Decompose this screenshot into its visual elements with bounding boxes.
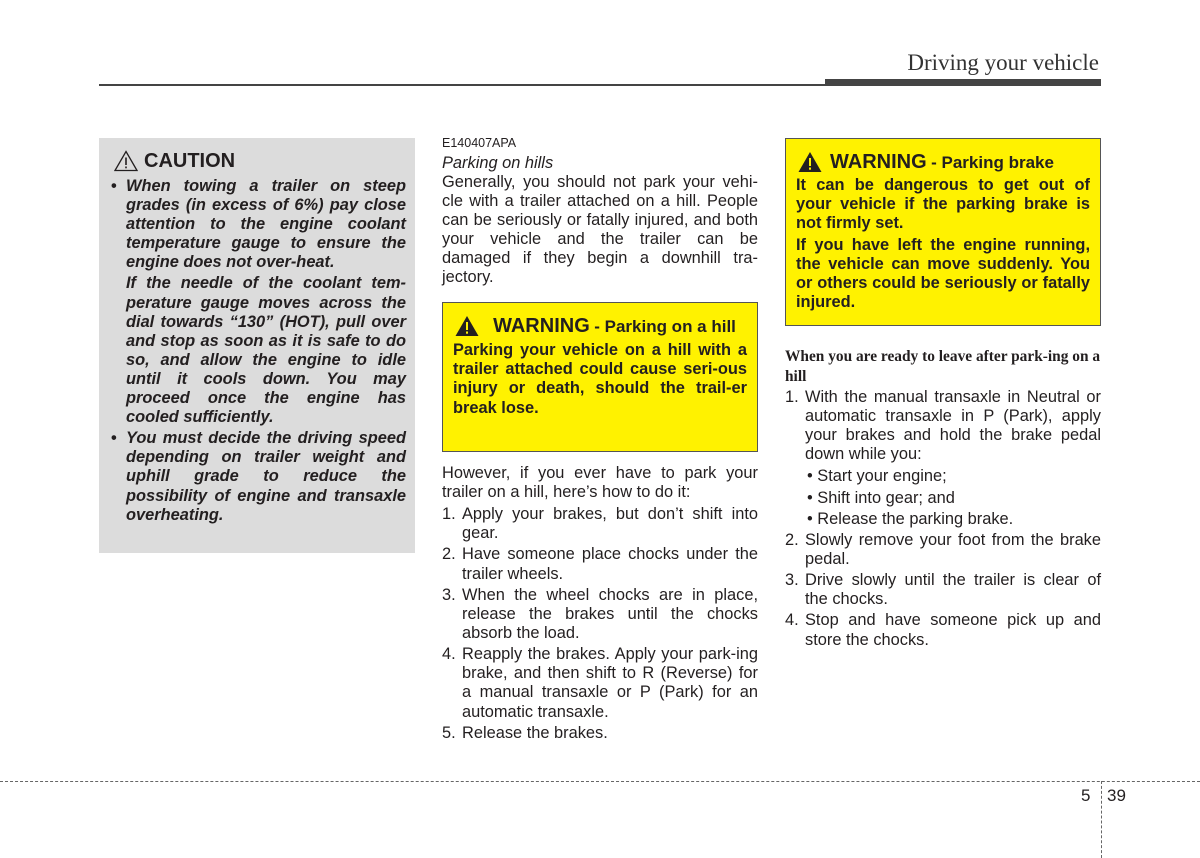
step-text: Have someone place chocks under the trailer wheels. bbox=[462, 545, 758, 583]
bullet: • bbox=[111, 177, 117, 195]
step-text: Slowly remove your foot from the brake pedal. bbox=[805, 531, 1101, 569]
warning-heading bbox=[796, 151, 1090, 174]
step-item bbox=[442, 586, 758, 644]
step-item bbox=[442, 545, 758, 583]
section-code: E140407APA bbox=[442, 136, 517, 150]
step-item bbox=[785, 388, 1101, 529]
sub-bullet: • Release the parking brake. bbox=[807, 509, 1014, 528]
middle-lower bbox=[442, 464, 758, 745]
footer-rule bbox=[0, 781, 1200, 782]
caution-paragraph: You must decide the driving speed depending on trailer weight and uphill grade to reduce the possibility of engine and transaxle overheating. bbox=[126, 429, 406, 524]
step-text: With the manual transaxle in Neutral or automatic transaxle in P (Park), apply your brakes and hold the brake pedal down while you: bbox=[805, 387, 1101, 464]
warning-heading bbox=[453, 315, 747, 338]
sub-bullet: • Start your engine; bbox=[807, 467, 947, 486]
header-rule bbox=[99, 84, 1101, 86]
caution-triangle-icon bbox=[114, 150, 138, 172]
step-number: 3. bbox=[442, 585, 456, 604]
caution-item bbox=[109, 429, 406, 524]
step-number: 3. bbox=[785, 571, 799, 590]
caution-paragraph: If the needle of the coolant tem-perature gauge moves across the dial towards “130” (HOT), pull over and stop as soon as it is safe to do so, and allow the engine to idle until it cools down. You may proceed once the engine has cooled sufficiently. bbox=[126, 274, 406, 427]
warning-triangle-icon bbox=[455, 315, 479, 337]
page-header-title: Driving your vehicle bbox=[907, 50, 1099, 75]
step-text: When the wheel chocks are in place, release the brakes until the chocks absorb the load. bbox=[462, 585, 758, 642]
step-item bbox=[785, 611, 1101, 649]
step-item bbox=[442, 724, 758, 743]
step-number: 4. bbox=[442, 645, 456, 663]
warning-label: WARNING bbox=[493, 315, 590, 337]
intro-paragraph: Generally, you should not park your vehi-cle with a trailer attached on a hill. People can be seriously or fatally injured, and both your vehicle and the trailer can be damaged if they begin a downhill tra-jectory. bbox=[442, 173, 758, 287]
warning-box-parking-hill bbox=[442, 302, 758, 452]
caution-heading bbox=[114, 148, 406, 174]
step-text: Release the brakes. bbox=[462, 723, 608, 742]
right-lower bbox=[785, 347, 1101, 652]
lead-paragraph: However, if you ever have to park your trailer on a hill, here’s how to do it: bbox=[442, 464, 758, 502]
sub-bullet: • Shift into gear; and bbox=[807, 488, 955, 507]
caution-box bbox=[99, 138, 415, 553]
step-item bbox=[785, 571, 1101, 609]
section-subheading: Parking on hills bbox=[442, 154, 554, 172]
sub-bullets bbox=[805, 467, 1101, 529]
footer-divider bbox=[1101, 781, 1102, 858]
warning-subtitle: - Parking on a hill bbox=[594, 317, 736, 336]
step-text: Drive slowly until the trailer is clear of the chocks. bbox=[805, 571, 1101, 609]
step-item bbox=[442, 645, 758, 722]
step-item bbox=[442, 505, 758, 543]
warning-text: It can be dangerous to get out of your vehicle if the parking brake is not firmly set. bbox=[796, 176, 1090, 233]
chapter-number: 5 bbox=[1081, 786, 1091, 805]
section-heading: When you are ready to leave after park-ing on a hill bbox=[785, 348, 1101, 385]
step-number: 2. bbox=[785, 531, 799, 550]
parking-steps bbox=[442, 505, 758, 743]
middle-column bbox=[442, 136, 758, 288]
caution-title: CAUTION bbox=[144, 149, 236, 172]
bullet: • bbox=[111, 429, 117, 448]
step-text: Apply your brakes, but don’t shift into gear. bbox=[462, 505, 758, 543]
warning-text: If you have left the engine running, the vehicle can move suddenly. You or others could be seriously or fatally injured. bbox=[796, 235, 1090, 312]
step-number: 1. bbox=[442, 505, 456, 524]
warning-triangle-icon bbox=[798, 151, 822, 173]
step-text: Reapply the brakes. Apply your park-ing brake, and then shift to R (Reverse) for a manual transaxle or P (Park) for an automatic transaxle. bbox=[462, 645, 758, 721]
step-text: Stop and have someone pick up and store the chocks. bbox=[805, 611, 1101, 649]
caution-list bbox=[109, 177, 406, 525]
step-number: 5. bbox=[442, 723, 456, 742]
warning-label: WARNING bbox=[830, 151, 927, 173]
step-item bbox=[785, 531, 1101, 569]
step-number: 4. bbox=[785, 611, 799, 630]
step-number: 1. bbox=[785, 387, 799, 406]
warning-box-parking-brake bbox=[785, 138, 1101, 326]
caution-paragraph: When towing a trailer on steep grades (in excess of 6%) pay close attention to the engine coolant temperature gauge to ensure the engine does not over-heat. bbox=[126, 177, 406, 272]
leaving-steps bbox=[785, 388, 1101, 650]
step-number: 2. bbox=[442, 545, 456, 564]
caution-item bbox=[109, 177, 406, 427]
page-number: 39 bbox=[1107, 786, 1126, 805]
warning-text: Parking your vehicle on a hill with a trailer attached could cause seri-ous injury or death, should the trail-er break lose. bbox=[453, 341, 747, 417]
warning-subtitle: - Parking brake bbox=[931, 153, 1054, 172]
